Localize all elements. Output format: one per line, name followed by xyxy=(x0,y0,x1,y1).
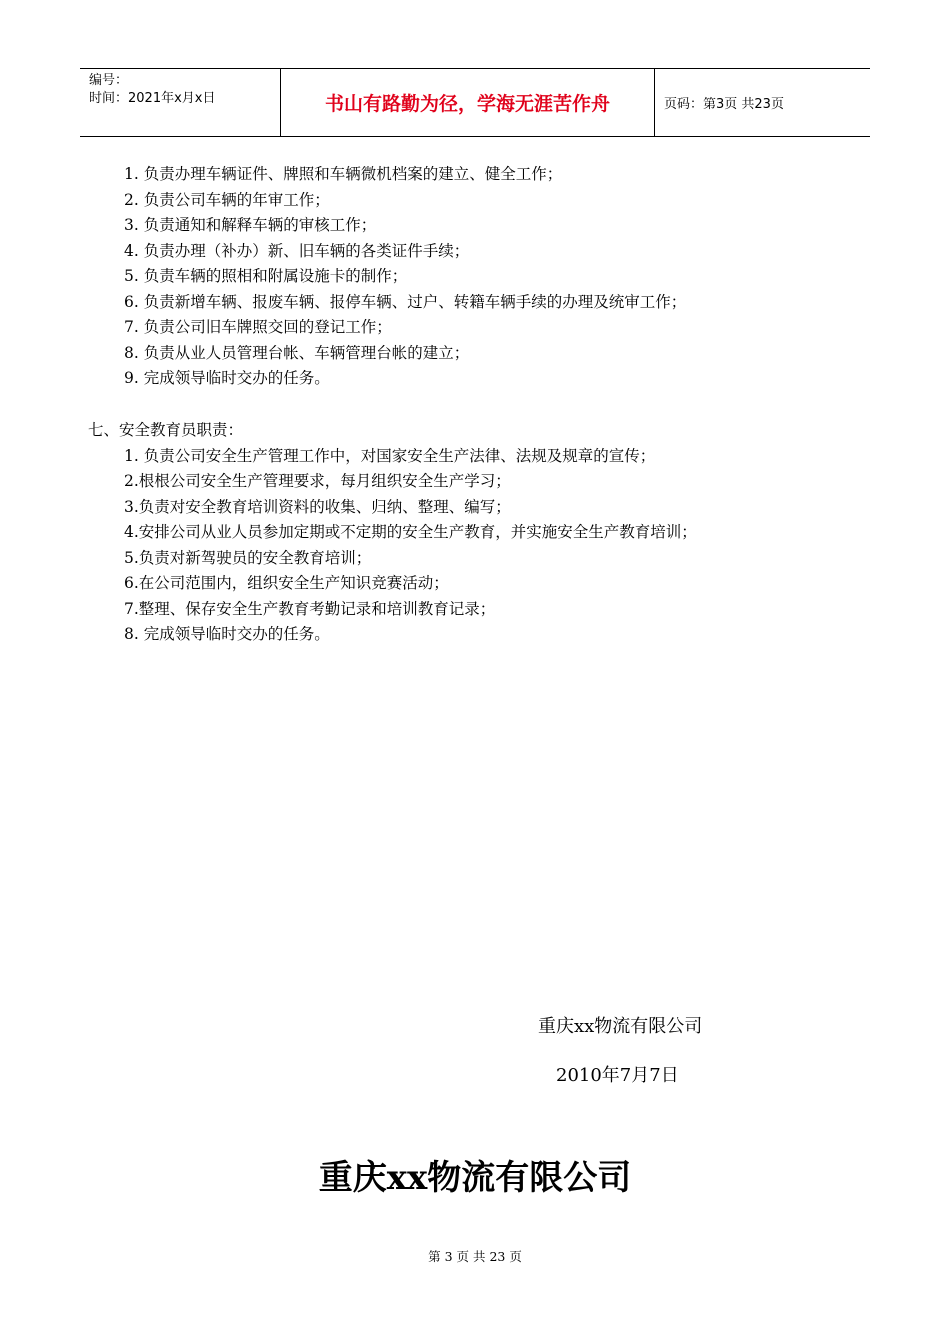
list-item: 3. 负责通知和解释车辆的审核工作； xyxy=(124,216,377,234)
header-meta xyxy=(80,69,281,136)
list-item: 2. 负责公司车辆的年审工作； xyxy=(124,190,330,209)
list-item: 1. 负责办理车辆证件、牌照和车辆微机档案的建立、健全工作； xyxy=(124,165,563,183)
list-item: 7.整理、保存安全生产教育考勤记录和培训教育记录； xyxy=(124,599,496,618)
signature-company: 重庆xx物流有限公司 xyxy=(538,1016,703,1037)
list-item: 5.负责对新驾驶员的安全教育培训； xyxy=(124,548,372,567)
list-item: 5. 负责车辆的照相和附属设施卡的制作； xyxy=(124,267,408,285)
company-title: 重庆xx物流有限公司 xyxy=(318,1158,632,1198)
list-item: 2.根根公司安全生产管理要求，每月组织安全生产学习； xyxy=(124,472,511,490)
list-item: 9. 完成领导临时交办的任务。 xyxy=(124,369,330,387)
header-motto: 书山有路勤为径，学海无涯苦作舟 xyxy=(281,69,655,136)
list-item: 6.在公司范围内，组织安全生产知识竞赛活动； xyxy=(124,574,449,592)
section-heading: 七、安全教育员职责： xyxy=(88,421,244,439)
header-page-info: 页码：第3页 共23页 xyxy=(664,97,784,112)
list-item: 8. 负责从业人员管理台帐、车辆管理台帐的建立； xyxy=(124,343,470,362)
list-item: 8. 完成领导临时交办的任务。 xyxy=(124,625,330,643)
list-item: 4.安排公司从业人员参加定期或不定期的安全生产教育，并实施安全生产教育培训； xyxy=(124,523,697,541)
signature-date: 2010年7月7日 xyxy=(556,1065,679,1086)
document-time-label: 时间：2021年x月x日 xyxy=(89,91,216,106)
list-item: 7. 负责公司旧车牌照交回的登记工作； xyxy=(124,318,392,336)
list-item: 1. 负责公司安全生产管理工作中，对国家安全生产法律、法规及规章的宣传； xyxy=(124,446,656,465)
page-header xyxy=(80,68,870,137)
list-item: 4. 负责办理（补办）新、旧车辆的各类证件手续； xyxy=(124,241,470,260)
list-item: 6. 负责新增车辆、报废车辆、报停车辆、过户、转籍车辆手续的办理及统审工作； xyxy=(124,292,687,311)
page-footer: 第 3 页 共 23 页 xyxy=(428,1249,522,1264)
list-item: 3.负责对安全教育培训资料的收集、归纳、整理、编写； xyxy=(124,497,511,516)
document-number-label: 编号： xyxy=(89,73,129,88)
